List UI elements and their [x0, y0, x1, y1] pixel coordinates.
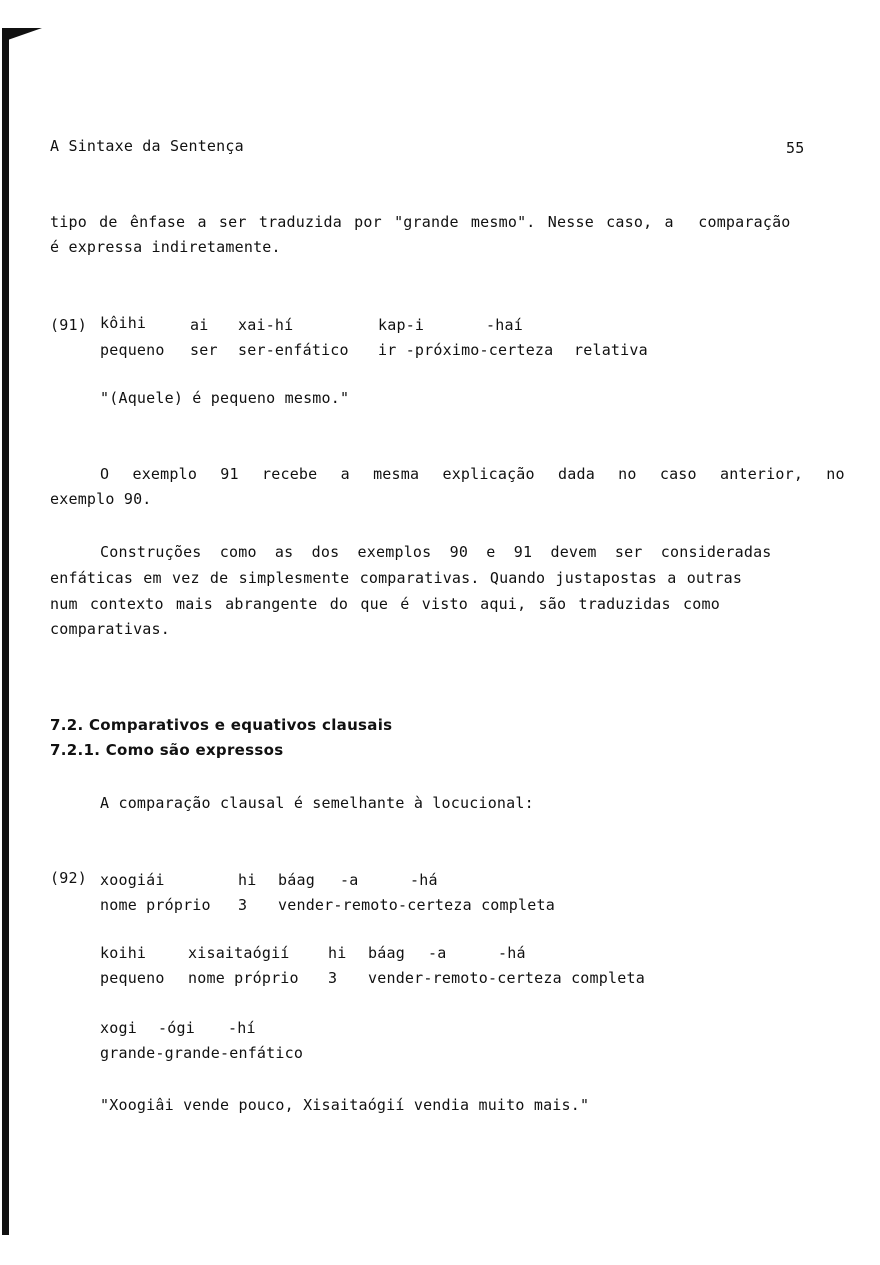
example-92-l2-word-6: -há: [498, 944, 526, 962]
para2-line-2: enfáticas em vez de simplesmente comparativas. Quando justapostas a outras: [50, 569, 743, 587]
example-91-word-3: xai-hí: [238, 316, 294, 334]
example-92-l2-gloss-3: 3: [328, 969, 338, 987]
example-92-l2-word-5: -a: [428, 944, 447, 962]
example-91-word-5: -haí: [486, 316, 523, 334]
para2-line-1: Construções como as dos exemplos 90 e 91 devem ser consideradas: [100, 543, 772, 561]
example-92-l1-gloss-1: nome próprio: [100, 896, 211, 914]
para2-line-4: comparativas.: [50, 620, 170, 638]
example-92-number: (92): [50, 869, 87, 887]
example-91-word-2: ai: [190, 316, 209, 334]
example-92-l1-gloss-3: vender-remoto-certeza completa: [278, 896, 555, 914]
example-92-l2-word-4: báag: [368, 944, 405, 962]
example-92-l3-gloss-1: grande-grande-enfático: [100, 1044, 304, 1062]
example-92-l2-gloss-2: nome próprio: [188, 969, 299, 987]
example-91-word-1: kôihi: [100, 314, 147, 332]
para3: A comparação clausal é semelhante à locucional:: [100, 794, 534, 812]
example-92-l2-word-2: xisaitaógií: [188, 944, 290, 962]
example-92-l3-word-3: -hí: [228, 1019, 256, 1037]
example-92-l2-word-1: koihi: [100, 944, 147, 962]
example-92-translation: "Xoogiâi vende pouco, Xisaitaógií vendia muito mais.": [100, 1096, 590, 1114]
example-92-l1-word-2: hi: [238, 871, 257, 889]
example-92-l1-word-5: -há: [410, 871, 438, 889]
example-91-gloss-4: ir -próximo-certeza: [378, 341, 554, 359]
section-heading-7-2-1: 7.2.1. Como são expressos: [50, 741, 284, 759]
example-91-gloss-2: ser: [190, 341, 218, 359]
example-92-l3-word-2: -ógi: [158, 1019, 195, 1037]
example-92-l3-word-1: xogi: [100, 1019, 137, 1037]
para1-line-2: exemplo 90.: [50, 490, 152, 508]
page-number: 55: [786, 139, 805, 157]
example-91-gloss-5: relativa: [574, 341, 648, 359]
example-92-l2-word-3: hi: [328, 944, 347, 962]
para2-line-3: num contexto mais abrangente do que é visto aqui, são traduzidas como: [50, 595, 720, 613]
example-91-gloss-1: pequeno: [100, 341, 165, 359]
para1-line-1: O exemplo 91 recebe a mesma explicação dada no caso anterior, no: [100, 465, 845, 483]
running-header-title: A Sintaxe da Sentença: [50, 137, 244, 155]
example-92-l2-gloss-4: vender-remoto-certeza completa: [368, 969, 645, 987]
page-binding-corner: [2, 28, 42, 42]
example-91-number: (91): [50, 316, 87, 334]
example-92-l1-word-3: báag: [278, 871, 315, 889]
example-91-gloss-3: ser-enfático: [238, 341, 349, 359]
example-92-l1-gloss-2: 3: [238, 896, 248, 914]
example-92-l1-word-4: -a: [340, 871, 359, 889]
example-92-l2-gloss-1: pequeno: [100, 969, 165, 987]
intro-line-1: tipo de ênfase a ser traduzida por "grande mesmo". Nesse caso, a comparação: [50, 213, 791, 231]
intro-line-2: é expressa indiretamente.: [50, 238, 281, 256]
section-heading-7-2: 7.2. Comparativos e equativos clausais: [50, 716, 393, 734]
example-92-l1-word-1: xoogiái: [100, 871, 165, 889]
example-91-translation: "(Aquele) é pequeno mesmo.": [100, 389, 350, 407]
page-binding-edge: [2, 30, 9, 1235]
example-91-word-4: kap-i: [378, 316, 425, 334]
